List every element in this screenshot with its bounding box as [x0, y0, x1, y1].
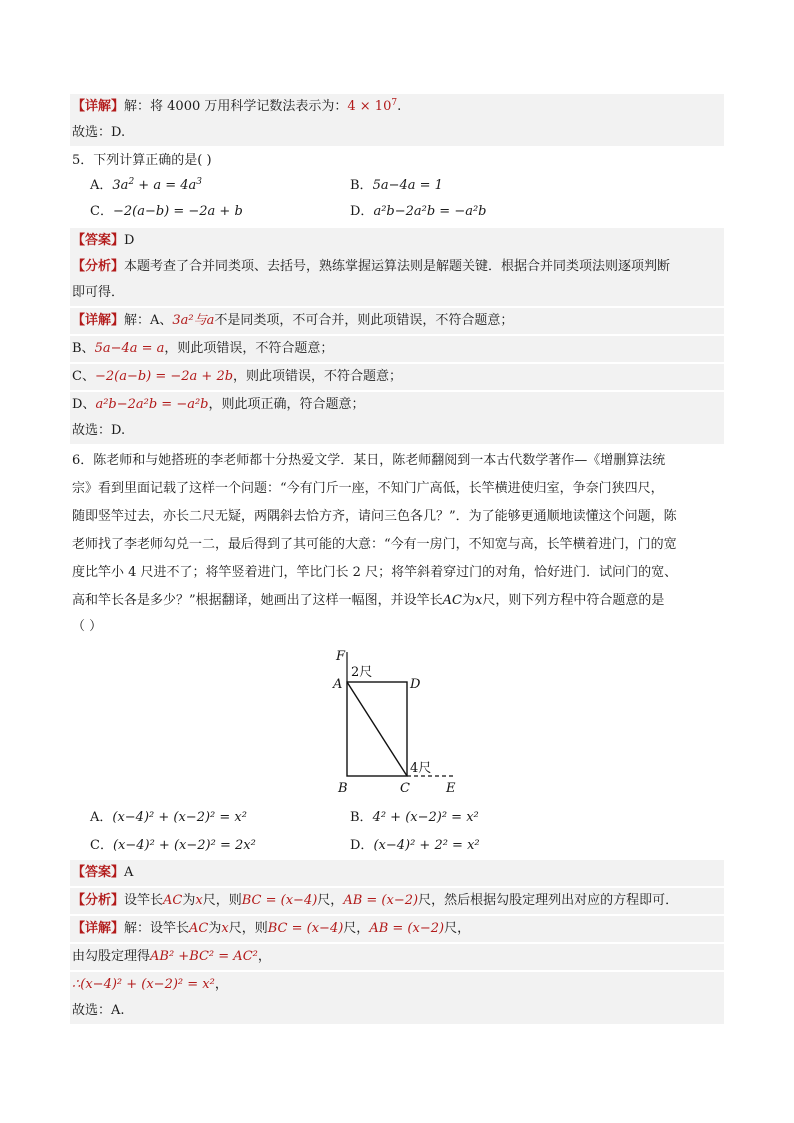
- q5-choose-line: 故选：D.: [70, 418, 724, 444]
- label-a: A: [333, 677, 343, 692]
- q6-stem-1: 6．陈老师和与她搭班的李老师都十分热爱文学．某日，陈老师翻阅到一本古代数学著作—《增删算法统: [72, 453, 666, 468]
- label-d: D: [410, 677, 421, 692]
- q4-choose: 故选：D.: [72, 125, 126, 140]
- note-2chi: 2尺: [351, 665, 373, 680]
- q6-stem-4: 老师找了李老师勾兑一二，最后得到了其可能的大意：“今有一房门，不知宽与高，长竿横着进门，门的宽: [72, 537, 677, 552]
- q4-detail-line: 【详解】解：将 4000 万用科学记数法表示为：$4 \times 10^7$.: [70, 94, 724, 120]
- note-4chi: 4尺: [410, 761, 432, 776]
- label-f: F: [336, 649, 346, 664]
- q6-stem-6: 高和竿长各是多少？”根据翻译，她画出了这样一幅图，并设竿长AC为x尺，则下列方程中符合题意的是: [72, 593, 665, 608]
- q6-stem-3: 随即竖竿过去，亦长二尺无疑，两隅斜去恰方齐，请问三色各几？”．为了能够更通顺地读懂这个问题，陈: [72, 509, 677, 524]
- q5-analysis-line-1: 【分析】本题考查了合并同类项、去括号，熟练掌握运算法则是解题关键．根据合并同类项法则逐项判断: [70, 254, 724, 280]
- q6-choose-line: 故选：A.: [70, 998, 724, 1024]
- q5-option-a: A．$3a^2 + a = 4a^3$: [90, 177, 202, 193]
- q5-detail-a: 【详解】解：A、3a²与a不是同类项，不可合并，则此项错误，不符合题意；: [70, 308, 724, 334]
- q6-option-b: B．4² + (x−2)² = x²: [350, 810, 479, 825]
- q6-option-a: A．(x−4)² + (x−2)² = x²: [90, 810, 247, 825]
- q5-option-d: D．a²b−2a²b = −a²b: [350, 204, 487, 219]
- q6-stem-7: （ ）: [72, 619, 103, 634]
- q5-option-b: B．5a−4a = 1: [350, 178, 443, 193]
- q6-stem-5: 度比竿小 4 尺进不了；将竿竖着进门，竿比门长 2 尺；将竿斜着穿过门的对角，恰好进门．试问门的宽、: [72, 565, 678, 580]
- diagonal-ac: [347, 682, 407, 776]
- label-b: B: [338, 781, 348, 796]
- q5-option-c: C．−2(a−b) = −2a + b: [90, 204, 243, 219]
- q5-stem: 5．下列计算正确的是( ): [72, 153, 212, 168]
- q5-detail-d: D、a²b−2a²b = −a²b，则此项正确，符合题意；: [70, 392, 724, 418]
- q6-answer-line: 【答案】A: [70, 860, 724, 886]
- q6-stem-2: 宗》看到里面记载了这样一个问题：“今有门斤一座，不知门广高低，长竿横进使归室，争奈门狭四尺，: [72, 481, 664, 496]
- q6-detail-line: 【详解】解：设竿长AC为x尺，则BC = (x−4)尺，AB = (x−2)尺，: [70, 916, 724, 942]
- q6-option-c: C．(x−4)² + (x−2)² = 2x²: [90, 838, 256, 853]
- q6-analysis-line: 【分析】设竿长AC为x尺，则BC = (x−4)尺，AB = (x−2)尺，然后根据勾股定理列出对应的方程即可．: [70, 888, 724, 914]
- label-e: E: [446, 781, 456, 796]
- q5-detail-b: B、5a−4a = a，则此项错误，不符合题意；: [70, 336, 724, 362]
- detail-tag: 【详解】: [72, 99, 125, 114]
- label-c: C: [400, 781, 410, 796]
- q6-option-d: D．(x−4)² + 2² = x²: [350, 838, 480, 853]
- q5-answer-line: 【答案】D: [70, 228, 724, 254]
- q5-detail-c: C、−2(a−b) = −2a + 2b，则此项错误，不符合题意；: [70, 364, 724, 390]
- q6-pythagoras-line: 由勾股定理得AB² +BC² = AC²，: [70, 944, 724, 970]
- q4-detail-text: 解：将 4000 万用科学记数法表示为：: [124, 99, 348, 114]
- q4-detail-answer: $4 \times 10^7$: [347, 98, 398, 114]
- door-figure: [320, 640, 480, 800]
- q5-analysis-line-2: 即可得．: [70, 280, 724, 306]
- q6-therefore-line: ∴(x−4)² + (x−2)² = x²，: [70, 972, 724, 998]
- q4-choose-line: [70, 120, 724, 146]
